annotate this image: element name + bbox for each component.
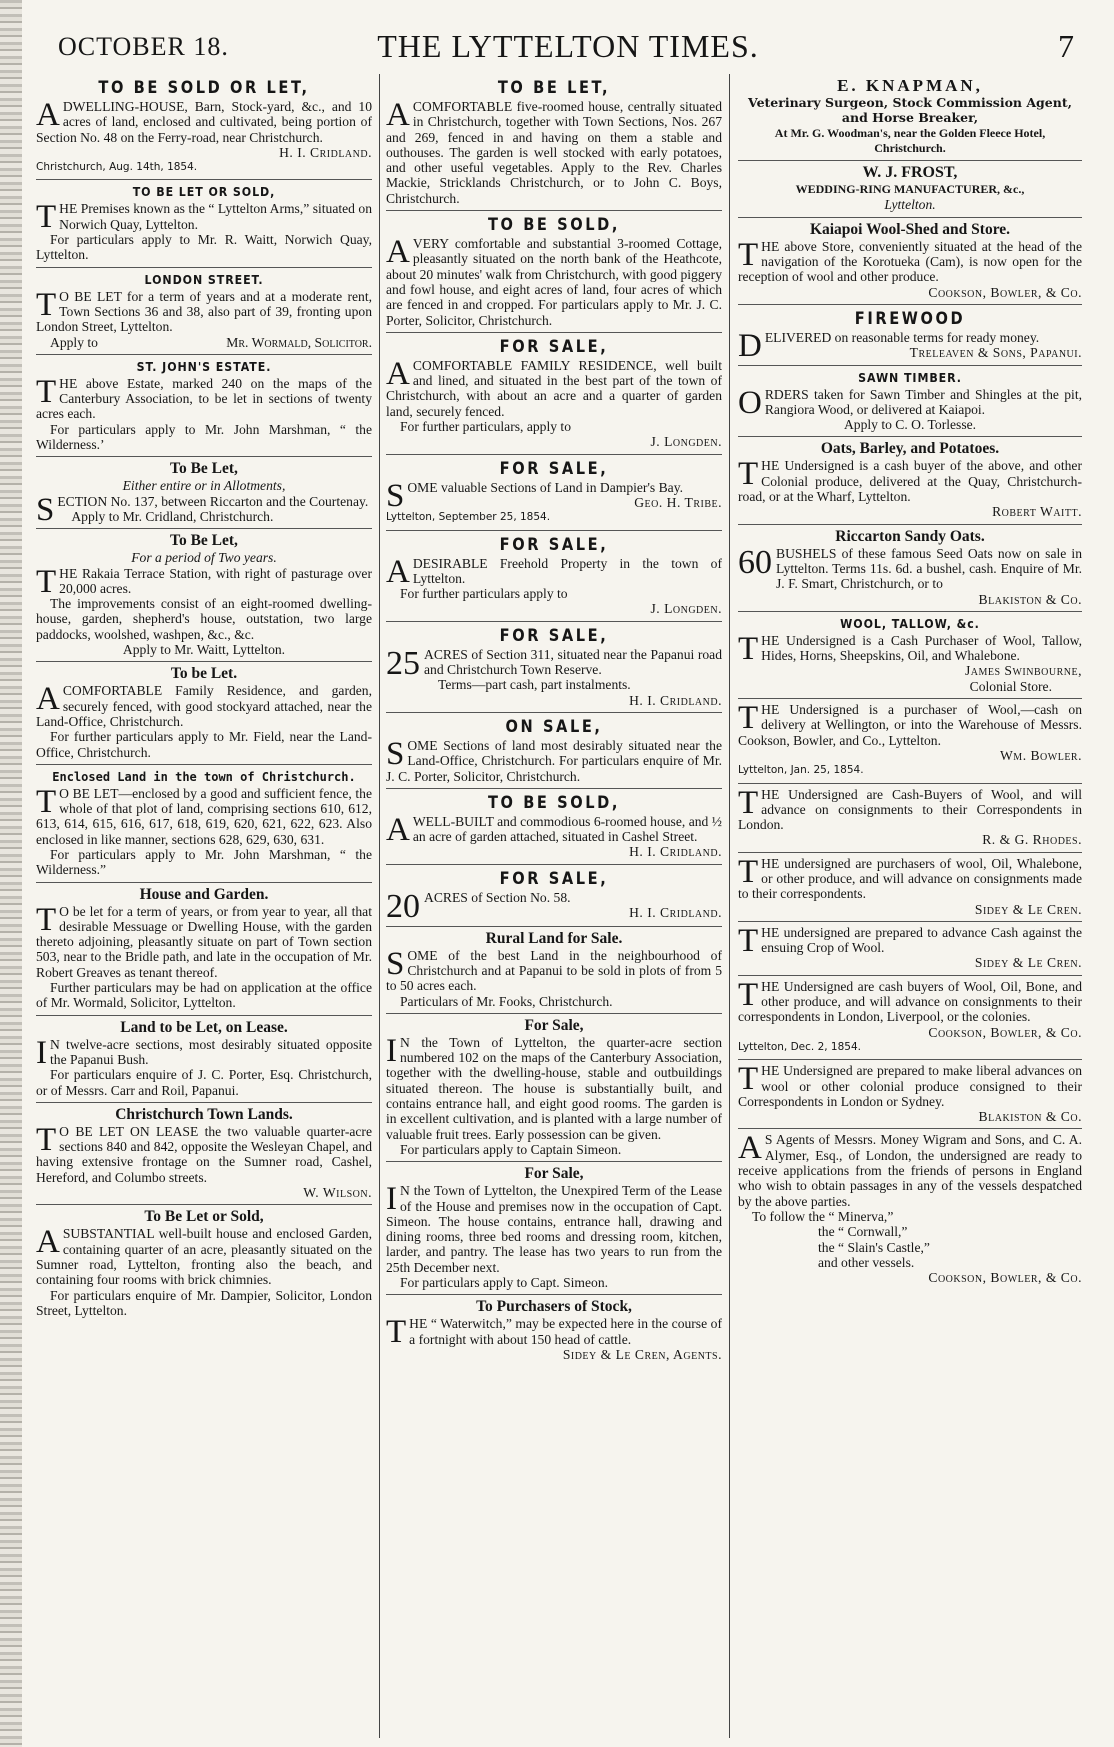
advert [36, 74, 372, 180]
advert-signature: Blakiston & Co. [978, 1109, 1082, 1125]
advert [386, 455, 722, 531]
advert-signature: Robert Waitt. [992, 504, 1082, 520]
advert [36, 662, 372, 764]
advert [738, 1129, 1082, 1289]
advert-body: O BE LET for a term of years and at a moderate rent, Town Sections 36 and 38, also part of 39, fronting upon London Street, Lyttelton. [36, 288, 372, 335]
advert-body: Further particulars may be had on application at the office of Mr. Wormald, Solicitor, Lyttelton. [36, 980, 372, 1011]
advert-body: HE above Store, conveniently situated at the head of the navigation of the Korotueka (Cam), is now open for the reception of wool and other produce. [738, 238, 1082, 285]
drop-cap: A [386, 234, 410, 271]
advert-signature: W. Wilson. [303, 1185, 372, 1201]
advert [386, 789, 722, 865]
advert-heading: House and Garden. [139, 885, 269, 903]
advert-body: ACRES of Section No. 58. [424, 889, 571, 905]
advert [386, 531, 722, 622]
advert-heading: To be Let. [170, 665, 238, 683]
advert-signature: Cookson, Bowler, & Co. [928, 284, 1082, 300]
advert-heading: Rural Land for Sale. [485, 929, 623, 947]
advert-signature: Blakiston & Co. [978, 591, 1082, 607]
advert [386, 1014, 722, 1162]
advert-dateline: Lyttelton, Jan. 25, 1854. [738, 764, 864, 777]
drop-cap: A [386, 811, 410, 848]
advert-line: Lyttelton. [884, 197, 936, 213]
drop-cap: I [386, 1181, 397, 1218]
advert-body: OME of the best Land in the neighbourhood of Christchurch and at Papanui to be sold in plots of from 5 to 50 acres each. [386, 947, 722, 994]
drop-cap: T [738, 784, 759, 821]
advert-body: HE Undersigned is a Cash Purchaser of Wool, Tallow, Hides, Horns, Sheepskins, Oil, and Whalebone. [761, 632, 1082, 664]
advert-signature: J. Longden. [650, 434, 722, 450]
drop-numeral: 20 [386, 887, 420, 925]
advert-body: DESIRABLE Freehold Property in the town of Lyttelton. [412, 555, 722, 586]
advert [386, 713, 722, 789]
advert-body: N twelve-acre sections, most desirably situated opposite the Papanui Bush. [50, 1036, 372, 1067]
advert-subheading: Either entire or in Allotments, [122, 478, 286, 494]
drop-cap: I [386, 1032, 397, 1069]
advert-signature: H. I. Cridland. [629, 692, 722, 708]
drop-cap: T [36, 286, 57, 323]
advert-heading: Land to be Let, on Lease. [120, 1018, 288, 1036]
drop-cap: T [386, 1314, 407, 1351]
advert-body: DWELLING-HOUSE, Barn, Stock-yard, &c., and 10 acres of land, enclosed and cultivated, being portion of Section No. 48 on the Ferry-road, near Christchurch. [36, 99, 372, 145]
advert-heading: FOR SALE, [499, 534, 609, 555]
advert-line: At Mr. G. Woodman's, near the Golden Fleece Hotel, Christchurch. [774, 125, 1046, 155]
drop-cap: T [36, 373, 57, 410]
advert-heading: To Be Let, [170, 460, 238, 478]
advert-body: HE above Estate, marked 240 on the maps of the Canterbury Association, to be let in sections of twenty acres each. [36, 375, 372, 422]
advert-subheading: For a period of Two years. [131, 550, 277, 566]
advert-body: OME Sections of land most desirably situated near the Land-Office, Christchurch. For particulars enquire of Mr. J. C. Porter, Solicitor, Christchurch. [386, 737, 722, 784]
advert [386, 74, 722, 211]
advert-body: For further particulars, apply to [400, 419, 572, 435]
column-1 [36, 74, 372, 1736]
advert-signature: Geo. H. Tribe. [634, 494, 722, 510]
advert-heading: ON SALE, [505, 716, 603, 737]
advert-signature: Wm. Bowler. [999, 747, 1082, 763]
advert-body: HE Undersigned is a purchaser of Wool,—cash on delivery at Wellington, or into the Warehouse of Messrs. Cookson, Bowler, and Co., Lyttelton. [738, 702, 1082, 748]
advert [36, 883, 372, 1016]
advert-body: N the Town of Lyttelton, the quarter-acre section numbered 102 on the maps of the Canterbury Association, together with the dwelling-house, stable and outbuildings situated thereon. The house is substantially built, and contains entrance hall, and eight good rooms. The garden is in excellent cultivation, and is planted with a large number of valuable fruit trees. Early possession can be given. [386, 1034, 722, 1142]
drop-cap: T [738, 1061, 759, 1098]
advert [738, 784, 1082, 853]
advert-signature: Mr. Wormald, Solicitor. [226, 334, 372, 350]
advert [738, 305, 1082, 366]
drop-cap: T [738, 922, 759, 959]
drop-cap: A [36, 97, 60, 133]
advert-dateline: Lyttelton, September 25, 1854. [386, 511, 551, 524]
advert-body: For particulars apply to Mr. John Marshman, “ the Wilderness.” [36, 846, 372, 878]
advert [36, 1103, 372, 1205]
advert-line: Veterinary Surgeon, Stock Commission Agent, [748, 95, 1072, 110]
drop-cap: T [738, 236, 759, 273]
drop-cap: T [738, 456, 759, 493]
drop-cap: T [36, 901, 57, 938]
advert-signature: Sidey & Le Cren. [974, 955, 1082, 971]
advert [738, 922, 1082, 976]
drop-cap: A [36, 681, 60, 718]
advert-body: HE undersigned are purchasers of wool, Oil, Whalebone, or other produce, and will advance on consignments made to their correspondents. [738, 855, 1082, 902]
advert-heading: Enclosed Land in the town of Christchurch. [52, 769, 356, 784]
advert [738, 976, 1082, 1060]
advert-signature: R. & G. Rhodes. [982, 832, 1082, 848]
advert-heading: TO BE LET, [497, 78, 611, 98]
drop-numeral: 60 [738, 543, 772, 581]
drop-cap: S [386, 945, 405, 982]
advert-line: WEDDING-RING MANUFACTURER, &c., [795, 182, 1025, 197]
advert-heading: FIREWOOD [854, 308, 966, 329]
advert [386, 333, 722, 455]
advert-heading: LONDON STREET. [144, 272, 264, 287]
advert [386, 1162, 722, 1295]
advert-heading: For Sale, [524, 1165, 584, 1183]
advert [738, 699, 1082, 783]
advert [386, 211, 722, 333]
advert [36, 457, 372, 529]
advert-body: COMFORTABLE FAMILY RESIDENCE, well built and lined, and situated in the best part of the town of Christchurch, with about an acre and a quarter of garden land, securely fenced. [386, 357, 722, 419]
advert-heading: To Purchasers of Stock, [476, 1298, 632, 1316]
advert-body: ELIVERED on reasonable terms for ready money. [764, 329, 1040, 345]
advert [36, 355, 372, 457]
advert-heading: Kaiapoi Wool-Shed and Store. [809, 220, 1011, 238]
advert-signature: Sidey & Le Cren, Agents. [562, 1346, 722, 1362]
advert-body: ACRES of Section 311, situated near the Papanui road and Christchurch Town Reserve. [424, 646, 722, 678]
advert-heading: FOR SALE, [499, 336, 609, 357]
advert-body: For further particulars apply to Mr. Field, near the Land-Office, Christchurch. [36, 729, 372, 760]
advert [36, 1205, 372, 1322]
advert-body: For further particulars apply to [400, 586, 568, 602]
drop-numeral: 25 [386, 644, 420, 682]
advert-body: For particulars apply to Capt. Simeon. [400, 1275, 609, 1291]
advert [36, 180, 372, 267]
column-rule [379, 74, 380, 1738]
advert-body: HE Premises known as the “ Lyttelton Arms,” situated on Norwich Quay, Lyttelton. [59, 201, 372, 232]
advert-body: S Agents of Messrs. Money Wigram and Sons, and C. A. Alymer, Esq., of London, the undersigned are ready to receive applications from the friends of persons in England who wish to obtain passages in any of the vessels despatched by the above parties. [738, 1132, 1082, 1209]
advert [738, 218, 1082, 305]
advert [36, 1016, 372, 1103]
drop-cap: I [36, 1034, 47, 1071]
ship-name: and other vessels. [818, 1254, 915, 1270]
advert-heading: E. KNAPMAN, [837, 76, 983, 95]
advert-apply: Apply to [50, 334, 98, 350]
advert [386, 865, 722, 927]
advert [36, 765, 372, 883]
advert-body: For particulars apply to Mr. R. Waitt, Norwich Quay, Lyttelton. [36, 232, 372, 263]
advert [738, 853, 1082, 922]
advert [738, 161, 1082, 218]
drop-cap: T [738, 976, 759, 1013]
advert-heading: Oats, Barley, and Potatoes. [820, 440, 1000, 458]
advert-body: Terms—part cash, part instalments. [438, 677, 631, 693]
advert-dateline: Christchurch, Aug. 14th, 1854. [36, 161, 198, 174]
advert-signature: Cookson, Bowler, & Co. [928, 1024, 1082, 1040]
drop-cap: S [386, 735, 405, 772]
advert-heading: Riccarton Sandy Oats. [835, 527, 985, 545]
advert-heading: To Be Let, [170, 532, 238, 550]
advert-body: HE Undersigned are prepared to make liberal advances on wool or other colonial produce consigned to their Correspondents in London or Sydney. [738, 1063, 1082, 1109]
drop-cap: A [738, 1130, 762, 1167]
advert-body: For particulars apply to Captain Simeon. [400, 1141, 622, 1157]
advert-body: O BE LET—enclosed by a good and sufficient fence, the whole of that plot of land, comprising sections 610, 612, 613, 614, 615, 616, 617, 618, 619, 620, 621, 622, 623. Also enclosed in like manner, sections 628, 629, 630, 631. [36, 785, 372, 847]
drop-cap: S [36, 491, 55, 528]
advert [36, 268, 372, 355]
advert [738, 74, 1082, 161]
advert-body: Particulars of Mr. Fooks, Christchurch. [400, 993, 613, 1009]
advert-heading: Christchurch Town Lands. [115, 1105, 293, 1123]
page-number: 7 [1058, 28, 1074, 64]
advert-body: RDERS taken for Sawn Timber and Shingles at the pit, Rangiora Wood, or delivered at Kaiapoi. [764, 386, 1082, 417]
masthead [58, 22, 1078, 68]
ship-name: the “ Cornwall,” [818, 1224, 908, 1240]
advert-body: ECTION No. 137, between Riccarton and the Courtenay. [57, 493, 369, 509]
column-2 [386, 74, 722, 1736]
drop-cap: T [36, 1121, 57, 1158]
advert-body: COMFORTABLE five-roomed house, centrally situated in Christchurch, together with Town Sections, Nos. 267 and 269, fenced in and having on them a stable and outhouses. The garden is well stocked with early potatoes, and other useful vegetables. Apply to the Rev. Charles Mackie, Stricklands Christchurch, or to John C. Boys, Christchurch. [386, 99, 722, 206]
advert-body: For particulars enquire of J. C. Porter, Esq. Christchurch, or of Messrs. Carr and Roil, Papanui. [36, 1067, 372, 1098]
advert-signature: Sidey & Le Cren. [974, 901, 1082, 917]
advert-body: Apply to C. O. Torlesse. [843, 417, 977, 433]
advert-body: VERY comfortable and substantial 3-roomed Cottage, pleasantly situated on the north bank of the Heathcote, about 20 minutes' walk from Christchurch, with good piggery and fowl house, and eight acres of land, four acres of which are fenced in and cropped. For particulars apply to Mr. J. C. Porter, Solicitor, Christchurch. [386, 236, 722, 328]
advert-heading: TO BE SOLD, [487, 215, 621, 236]
advert-signature: J. Longden. [650, 601, 722, 617]
column-rule [729, 74, 730, 1738]
advert-heading: To Be Let or Sold, [144, 1208, 264, 1226]
advert-body: BUSHELS of these famous Seed Oats now on sale in Lyttelton. Terms 11s. 6d. a bushel, cash. Enquire of Mr. J. F. Smart, Christchurch, or to [776, 545, 1082, 592]
advert-body: For particulars enquire of Mr. Dampier, Solicitor, London Street, Lyttelton. [36, 1287, 372, 1318]
advert-body: For particulars apply to Mr. John Marshman, “ the Wilderness.’ [36, 421, 372, 453]
drop-cap: T [36, 563, 57, 600]
advert-body: The improvements consist of an eight-roomed dwelling-house, garden, shepherd's house, outstation, two large paddocks, woolshed, washpen, &c., &c. [36, 596, 372, 642]
advert-signature: Cookson, Bowler, & Co. [928, 1270, 1082, 1286]
drop-cap: T [36, 199, 57, 236]
drop-cap: A [36, 1224, 60, 1261]
advert-heading: WOOL, TALLOW, &c. [840, 616, 980, 631]
advert [386, 622, 722, 713]
advert-body: To follow the “ Minerva,” [752, 1208, 894, 1224]
drop-cap: A [386, 355, 410, 392]
drop-cap: T [738, 630, 759, 667]
advert-body: O BE LET ON LEASE the two valuable quarter-acre sections 840 and 842, opposite the Wesleyan Chapel, and having extensive frontage on the Sumner road, Cashel, Hereford, and Columbo streets. [36, 1123, 372, 1185]
advert-signature: H. I. Cridland. [629, 844, 722, 860]
advert-dateline: Lyttelton, Dec. 2, 1854. [738, 1040, 861, 1053]
advert-body: Apply to Mr. Waitt, Lyttelton. [122, 642, 286, 658]
drop-cap: T [738, 853, 759, 890]
advert-body: SUBSTANTIAL well-built house and enclosed Garden, containing quarter of an acre, pleasantly situated on the Sumner road, Lyttelton, fronting also the beach, and containing four rooms with brick chimnies. [36, 1226, 372, 1288]
advert-body: N the Town of Lyttelton, the Unexpired Term of the Lease of the House and premises now in the occupation of Capt. Simeon. The house contains, entrance hall, drawing and dining rooms, three bed rooms and dressing room, kitchen, larder, and pantry. The lease has two years to run from the 25th December next. [386, 1183, 722, 1275]
newspaper-title: THE LYTTELTON TIMES. [377, 28, 759, 64]
advert-line: and Horse Breaker, [841, 110, 979, 126]
advert-heading: ST. JOHN'S ESTATE. [136, 359, 272, 374]
drop-cap: S [386, 477, 405, 514]
advert [738, 612, 1082, 699]
advert-body: HE Undersigned are Cash-Buyers of Wool, and will advance on consignments to their Correspondents in London. [738, 786, 1082, 833]
advert [738, 525, 1082, 612]
advert-body: OME valuable Sections of Land in Dampier's Bay. [407, 479, 684, 495]
drop-cap: O [738, 384, 762, 421]
advert-body: HE undersigned are prepared to advance Cash against the ensuing Crop of Wool. [761, 924, 1082, 956]
advert [386, 1295, 722, 1366]
issue-date: OCTOBER 18. [58, 32, 229, 61]
advert-heading: TO BE SOLD OR LET, [98, 78, 310, 98]
advert-heading: SAWN TIMBER. [858, 370, 962, 385]
advert-body: HE Undersigned is a cash buyer of the above, and other Colonial produce, delivered at the Quay, Christchurch-road, or at the Wharf, Lyttelton. [738, 458, 1082, 505]
advert-body: HE Rakaia Terrace Station, with right of pasturage over 20,000 acres. [59, 565, 372, 596]
advert-heading: For Sale, [524, 1016, 584, 1034]
advert-signature: Treleaven & Sons, Papanui. [909, 345, 1082, 361]
advert-heading: FOR SALE, [499, 458, 609, 479]
advert [36, 529, 372, 662]
advert-heading: TO BE SOLD, [487, 792, 621, 813]
advert-signature: James Swinbourne, [964, 663, 1082, 679]
advert [738, 437, 1082, 524]
advert-body: Apply to Mr. Cridland, Christchurch. [71, 508, 274, 524]
advert [738, 366, 1082, 438]
advert-body: COMFORTABLE Family Residence, and garden, securely fenced, with good stockyard attached, near the Land-Office, Christchurch. [36, 683, 372, 729]
drop-cap: D [738, 327, 762, 364]
advert-heading: W. J. FROST, [862, 164, 958, 182]
advert-heading: FOR SALE, [499, 625, 609, 646]
drop-cap: A [386, 553, 410, 590]
advert-body: HE Undersigned are cash buyers of Wool, Oil, Bone, and other produce, and will advance on consignments to their correspondents in London, Liverpool, or the colonies. [738, 978, 1082, 1025]
advert-body: HE “ Waterwitch,” may be expected here in the course of a fortnight with about 150 head of cattle. [409, 1316, 722, 1347]
advert-heading: FOR SALE, [499, 868, 609, 889]
drop-cap: A [386, 97, 410, 133]
advert [386, 927, 722, 1014]
advert-body: WELL-BUILT and commodious 6-roomed house, and ½ an acre of garden attached, situated in Cashel Street. [412, 813, 722, 845]
drop-cap: T [36, 783, 57, 820]
advert-signature: Colonial Store. [969, 678, 1052, 694]
column-3 [738, 74, 1082, 1736]
advert-signature: H. I. Cridland. [279, 144, 372, 160]
advert-heading: TO BE LET OR SOLD, [132, 185, 276, 200]
advert [738, 1060, 1082, 1129]
advert-signature: H. I. Cridland. [629, 904, 722, 920]
ship-name: the “ Slain's Castle,” [818, 1239, 930, 1255]
advert-body: O be let for a term of years, or from year to year, all that desirable Messuage or Dwelling House, with the garden thereto adjoining, pleasantly situate on part of Town section 503, near to the Bridle path, and late in the occupation of Mr. Robert Greaves as tenant thereof. [36, 903, 372, 980]
drop-cap: T [738, 700, 759, 737]
